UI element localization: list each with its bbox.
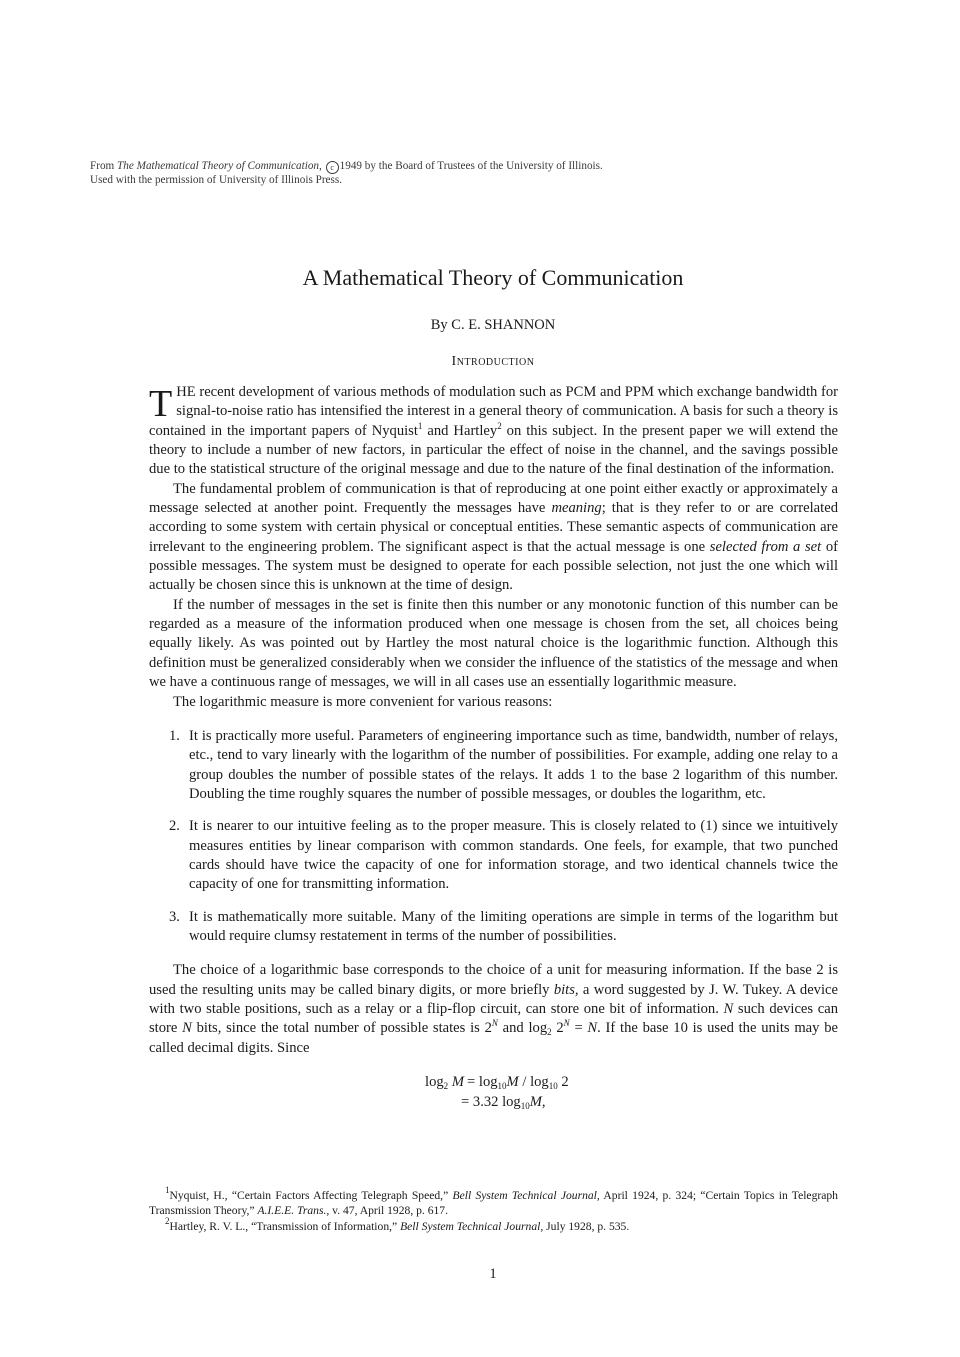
math-var: M	[451, 1074, 464, 1090]
list-item-text: It is practically more useful. Parameters of engineering importance such as time, bandwidth, number of relays, etc., tend to vary linearly with the logarithm of the number of possibilities. For example, adding one relay to a group doubles the number of possible states of the relays. It adds 1 to the base 2 logarithm of this number. Doubling the time roughly squares the number of possible messages, or doubles the logarithm, etc.	[189, 727, 838, 802]
footnotes	[149, 1185, 838, 1234]
math-exponent: N	[563, 1018, 570, 1029]
list-item-text: It is nearer to our intuitive feeling as to the proper measure. This is closely related to (1) since we intuitively measures entities by linear comparison with common standards. One feels, for example, that two punched cards should have twice the capacity of one for information storage, and two identical channels twice the capacity of one for transmitting information.	[189, 818, 838, 893]
emphasis-selected: selected from a set	[709, 538, 822, 555]
math-subscript: 10	[520, 1101, 530, 1111]
paragraph-text: The fundamental problem of communication is that of reproducing at one point either exactly or approximately a message selected at another point. Frequently the messages have	[149, 480, 838, 517]
list-item	[149, 908, 838, 947]
list-number: 3.	[169, 908, 180, 925]
paragraph-text: ; that is they refer to or are correlated according to some system with certain physical or conceptual entities. These semantic aspects of communication are irrelevant to the engineering problem. The significant aspect is that the actual message is one	[149, 500, 838, 555]
emphasis-meaning: meaning	[551, 500, 602, 517]
paragraph-text: such devices can store	[149, 1000, 838, 1037]
paragraph-text: and log	[497, 1020, 548, 1037]
math-subscript: 10	[548, 1081, 558, 1091]
equation-line-2	[149, 1092, 838, 1112]
math-text: ,	[541, 1094, 546, 1110]
math-subscript: 2	[443, 1081, 449, 1091]
footnote-text: Hartley, R. V. L., “Transmission of Information,”	[169, 1219, 401, 1233]
math-text: log	[478, 1074, 498, 1090]
footnote-journal: A.I.E.E. Trans.,	[257, 1204, 330, 1218]
emphasis-bits: bits,	[553, 981, 579, 998]
display-equation	[149, 1072, 838, 1112]
paragraph-text: . If the base 10 is used the units may be called decimal digits. Since	[149, 1020, 838, 1056]
footnote-text: Nyquist, H., “Certain Factors Affecting Telegraph Speed,”	[169, 1189, 453, 1202]
footnote-ref-2: 2	[497, 420, 502, 431]
reasons-list	[149, 727, 838, 946]
paragraph-text: a word suggested by J. W. Tukey. A device with two stable positions, such as a relay or a flip-flop circuit, can store one bit of information.	[149, 981, 838, 1017]
source-note-copyright: 1949 by the Board of Trustees of the University of Illinois.	[339, 160, 603, 172]
footnote-ref-1: 1	[417, 420, 423, 431]
footnote-journal: Bell System Technical Journal,	[452, 1189, 600, 1202]
body-text	[149, 383, 838, 1112]
paragraph-5	[149, 961, 838, 1058]
paragraph-text: HE recent development of various methods of modulation such as PCM and PPM which exchange bandwidth for signal-to-noise ratio has intensified the interest in a general theory of communication. A basis for such a theory is contained in the important papers of Nyquist	[149, 384, 838, 439]
math-text: log	[530, 1074, 549, 1090]
paragraph-1	[149, 383, 838, 480]
list-item-text: It is mathematically more suitable. Many of the limiting operations are simple in terms of the logarithm but would require clumsy restatement in terms of the number of possibilities.	[189, 908, 838, 944]
source-note	[90, 160, 850, 188]
list-number: 1.	[169, 727, 180, 744]
equation-rhs	[467, 1072, 569, 1092]
source-note-line-2: Used with the permission of University of Illinois Press.	[90, 174, 343, 186]
footnote-text: v. 47, April 1928, p. 617.	[329, 1204, 448, 1218]
math-text: /	[518, 1074, 531, 1090]
paper-title: A Mathematical Theory of Communication	[302, 265, 684, 290]
math-exponent: N	[491, 1018, 498, 1029]
footnote-text: July 1928, p. 535.	[543, 1219, 630, 1233]
paragraph-3: If the number of messages in the set is finite then this number or any monotonic function of this number can be regarded as a measure of the information produced when one message is chosen from the set, all choices being equally likely. As was pointed out by Hartley the most natural choice is the logarithmic function. Although this definition must be generalized considerably when we consider the influence of the statistics of the message and when we have a continuous range of messages, we will in all cases use an essentially logarithmic measure.	[149, 596, 838, 691]
paragraph-4: The logarithmic measure is more convenient for various reasons:	[173, 693, 553, 710]
paragraph-text: of possible messages. The system must be designed to operate for each possible selection, not just the one which will actually be chosen since this is unknown at the time of design.	[149, 538, 838, 594]
footnote-journal: Bell System Technical Journal,	[400, 1219, 544, 1233]
paragraph-text: on this subject. In the present paper we will extend the theory to include a number of new factors, in particular the effect of noise in the channel, and the savings possible due to the statistical structure of the original message and due to the nature of the final destination of the information.	[149, 422, 838, 478]
footnote-mark: 1	[165, 1185, 170, 1195]
paragraph-text: The choice of a logarithmic base corresponds to the choice of a unit for measuring information. If the base 2 is used the resulting units may be called binary digits, or more briefly	[149, 962, 838, 998]
section-heading: Introduction	[451, 354, 535, 369]
footnote-1	[149, 1185, 838, 1219]
source-note-prefix: From	[90, 160, 118, 172]
math-text: =	[461, 1094, 473, 1110]
math-var: M	[506, 1074, 519, 1090]
copyright-symbol: c	[326, 161, 339, 174]
math-var: N	[723, 1000, 734, 1017]
paragraph-text: 2	[551, 1020, 564, 1037]
list-number: 2.	[169, 818, 180, 835]
math-text: 2	[557, 1074, 569, 1090]
math-text: =	[467, 1074, 479, 1090]
paragraph-text: and Hartley	[422, 422, 498, 439]
paragraph-text: =	[569, 1020, 588, 1037]
math-text: log	[425, 1074, 444, 1090]
math-var: N	[182, 1020, 192, 1037]
equation-rhs	[461, 1092, 546, 1112]
source-note-line-1	[90, 160, 850, 174]
equation-line-1	[149, 1072, 838, 1092]
math-subscript: 10	[497, 1081, 507, 1091]
list-item	[149, 817, 838, 894]
source-note-work-title: The Mathematical Theory of Communication,	[117, 160, 322, 172]
paragraph-2	[149, 480, 838, 596]
footnote-mark: 2	[165, 1215, 170, 1226]
math-text: log	[498, 1094, 521, 1110]
math-var: M	[529, 1094, 542, 1110]
list-item	[149, 727, 838, 804]
page-number: 1	[489, 1266, 497, 1282]
math-text: 3.32	[472, 1094, 499, 1110]
equation-lhs	[425, 1072, 464, 1092]
drop-cap: T	[149, 383, 173, 425]
byline: By C. E. SHANNON	[430, 317, 556, 333]
footnote-2	[149, 1215, 838, 1234]
math-subscript: 2	[547, 1027, 552, 1038]
paragraph-text: bits, since the total number of possible states is 2	[191, 1020, 492, 1037]
footnote-text: April 1924, p. 324; “Certain Topics in Telegraph Transmission Theory,”	[149, 1189, 838, 1218]
math-var: N	[587, 1020, 598, 1037]
